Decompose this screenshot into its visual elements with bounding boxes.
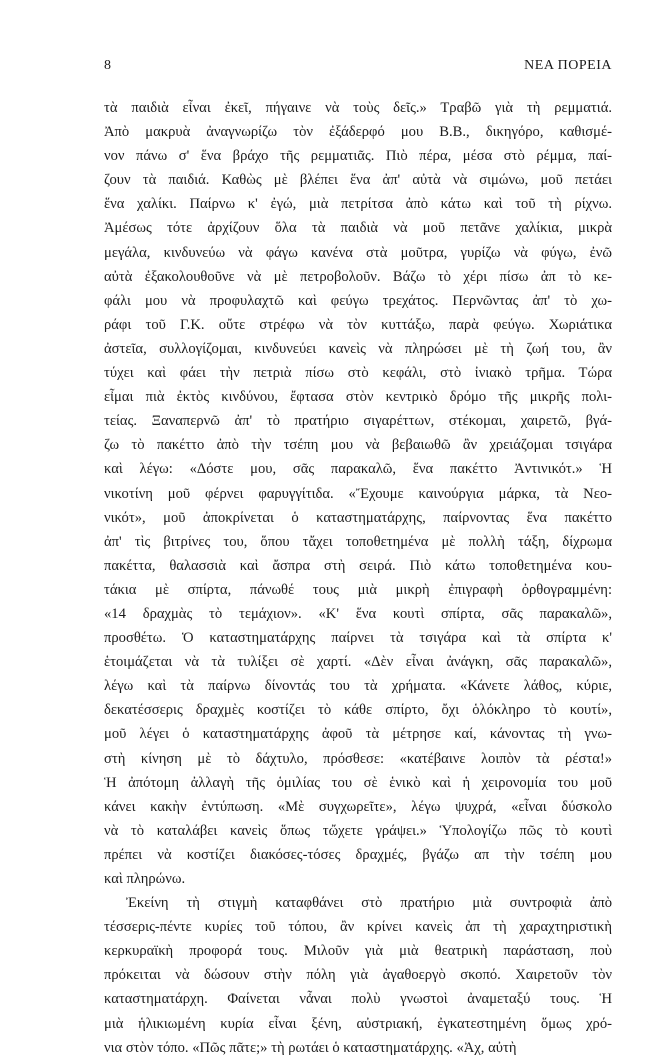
text-line: τὰ παιδιὰ εἶναι ἐκεῖ, πήγαινε νὰ τοὺς δεῖς.» Τραβῶ γιὰ τὴ ρεμματιά. <box>104 100 612 116</box>
text-line: νια στὸν τόπο. «Πῶς πᾶτε;» τὴ ρωτάει ὁ καταστηματάρχης. «Ἀχ, αὐτὴ <box>104 1039 517 1056</box>
text-line: νικότ», μοῦ ἀποκρίνεται ὁ καταστηματάρχης, παίρνοντας ἕνα πακέττο <box>104 509 612 526</box>
text-line: μιὰ ἡλικιωμένη κυρία εἶναι ξένη, αὐστριακή, ἐγκατεστημένη ὅμως χρό- <box>104 1015 612 1032</box>
text-line: ζω τὸ πακέττο ἀπὸ τὴν τσέπη μου νὰ βεβαιωθῶ ἂν χρειάζομαι τσιγάρα <box>104 437 612 454</box>
text-line: πρόκειται νὰ δώσουν στὴν πόλη γιὰ ἀγαθοεργὸ σκοπό. Χαιρετοῦν τὸν <box>104 967 612 984</box>
text-line: καὶ πληρώνω. <box>104 871 186 887</box>
text-line: μεγάλα, κινδυνεύω νὰ φάγω κανένα στὰ μοῦτρα, γυρίζω νὰ φύγω, ἐνῶ <box>104 244 612 261</box>
text-line: λέγω καὶ τὰ παίρνω δίνοντάς του τὰ χρήματα. «Κάνετε λάθος, κύριε, <box>104 678 612 695</box>
text-line: ἑτοιμάζεται νὰ τὰ τυλίξει σὲ χαρτί. «Δὲν εἶναι ἀνάγκη, σᾶς παρακαλῶ», <box>104 654 612 671</box>
text-line: ἀπ' τὶς βιτρίνες του, ὅπου τἄχει τοποθετημένα μὲ πολλὴ τάξη, δίχρωμα <box>104 533 612 550</box>
paragraph <box>104 891 612 1060</box>
text-line: ἕνα χαλίκι. Παίρνω κ' ἐγώ, μιὰ πετρίτσα ἀπὸ κάτω καὶ τοῦ τὴ ρίχνω. <box>104 196 612 213</box>
text-line: Ἐκείνη τὴ στιγμὴ καταφθάνει στὸ πρατήριο μιὰ συντροφιὰ ἀπὸ <box>126 895 612 912</box>
text-line: φάλι μου νὰ προφυλαχτῶ καὶ φεύγω τρεχάτος. Περνῶντας ἀπ' τὸ χω- <box>104 292 612 309</box>
body-text <box>104 96 612 1060</box>
text-line: δεκατέσσερις δραχμὲς κοστίζει τὸ κάθε σπίρτο, ὄχι ὁλόκληρο τὸ κουτί», <box>104 702 612 719</box>
text-line: νὰ τὸ καταλάβει κανεὶς ὅπως τὤχετε γράψει.» Ὑπολογίζω πῶς τὸ κουτὶ <box>104 822 612 839</box>
text-line: εἶμαι πιὰ ἐκτὸς κινδύνου, ἔφτασα στὸν κεντρικὸ δρόμο τῆς μικρῆς πολι- <box>104 389 612 406</box>
text-line: κάνει κακὴν ἐντύπωση. «Μὲ συγχωρεῖτε», λέγω ψυχρά, «εἶναι δύσκολο <box>104 798 612 815</box>
text-line: τύχει καὶ φάει τὴν πετριὰ πίσω στὸ κεφάλι, στὸ ἰνιακὸ τρῆμα. Τώρα <box>104 365 612 382</box>
text-line: μοῦ λέγει ὁ καταστηματάρχης ἀφοῦ τὰ μέτρησε καί, κάνοντας τὴ γνω- <box>104 726 612 743</box>
text-line: κερκυραϊκὴ προφορά τους. Μιλοῦν γιὰ μιὰ θεατρικὴ παράσταση, ποὺ <box>104 943 612 960</box>
page-number: 8 <box>104 58 111 73</box>
text-line: ράφι τοῦ Γ.Κ. οὔτε στρέφω νὰ τὸν κυττάξω, παρὰ φεύγω. Χωριάτικα <box>104 316 612 333</box>
text-line: στὴ κίνηση μὲ τὸ δάχτυλο, πρόσθεσε: «κατέβαινε λοιπὸν τὰ ρέστα!» <box>104 750 612 767</box>
text-line: νικοτίνη μοῦ φέρνει φαρυγγίτιδα. «Ἔχουμε καινούργια μάρκα, τὰ Νεο- <box>104 485 612 502</box>
text-line: πακέττα, θαλασσιὰ καὶ ἄσπρα στὴ σειρά. Πιὸ κάτω τοποθετημένα κου- <box>104 557 612 574</box>
text-line: ζουν τὰ παιδιά. Καθὼς μὲ βλέπει ἕνα ἀπ' αὐτὰ νὰ σιμώνω, μοῦ πετάει <box>104 172 612 189</box>
paragraph <box>104 96 612 891</box>
text-line: Ἀμέσως τότε ἀρχίζουν ὅλα τὰ παιδιὰ νὰ μοῦ πετᾶνε χαλίκια, μικρὰ <box>104 220 612 237</box>
text-line: πρέπει νὰ κοστίζει διακόσες-τόσες δραχμές, βγάζω απ τὴν τσέπη μου <box>104 846 612 863</box>
text-line: «14 δραχμὰς τὸ τεμάχιον». «Κ' ἕνα κουτὶ σπίρτα, σᾶς παρακαλῶ», <box>104 605 612 622</box>
text-line: καταστηματάρχη. Φαίνεται νἆναι πολὺ γνωστοὶ ἀναμεταξύ τους. Ἡ <box>104 991 612 1008</box>
text-line: αὐτὰ ἐξακολουθοῦνε νὰ μὲ πετροβολοῦν. Βάζω τὸ χέρι πίσω ἀπ τὸ κε- <box>104 268 612 285</box>
text-line: τείας. Ξαναπερνῶ ἀπ' τὸ πρατήριο σιγαρέττων, στέκομαι, χαιρετῶ, βγά- <box>104 413 612 430</box>
text-line: τάκια μὲ σπίρτα, πάνωθέ τους μιὰ μικρὴ ἐπιγραφὴ ὀρθογραμμένη: <box>104 581 612 598</box>
text-line: Ἡ ἀπότομη ἀλλαγὴ τῆς ὁμιλίας του σὲ ἑνικὸ καὶ ἡ χειρονομία του μοῦ <box>104 774 612 791</box>
text-line: καὶ λέγω: «Δόστε μου, σᾶς παρακαλῶ, ἕνα πακέττο Ἀντινικότ.» Ἡ <box>104 461 612 478</box>
text-line: ἀστεῖα, συλλογίζομαι, κινδυνεύει κανεὶς νὰ πληρώσει μὲ τὴ ζωή του, ἂν <box>104 340 612 357</box>
text-line: τέσσερις-πέντε κυρίες τοῦ τόπου, ἂν κρίνει κανεὶς ἀπ τὴ χαραχτηριστικὴ <box>104 919 612 936</box>
text-line: νον πάνω σ' ἕνα βράχο τῆς ρεμματιᾶς. Πιὸ πέρα, μέσα στὸ ρέμμα, παί- <box>104 148 612 165</box>
text-line: Ἀπὸ μακρυὰ ἀναγνωρίζω τὸν ἐξάδερφό μου Β.Β., δικηγόρο, καθισμέ- <box>104 124 612 141</box>
page-header <box>104 58 612 78</box>
text-line: προσθέτω. Ὁ καταστηματάρχης παίρνει τὰ τσιγάρα καὶ τὰ σπίρτα κ' <box>104 630 612 647</box>
running-title: ΝΕΑ ΠΟΡΕΙΑ <box>524 58 612 73</box>
